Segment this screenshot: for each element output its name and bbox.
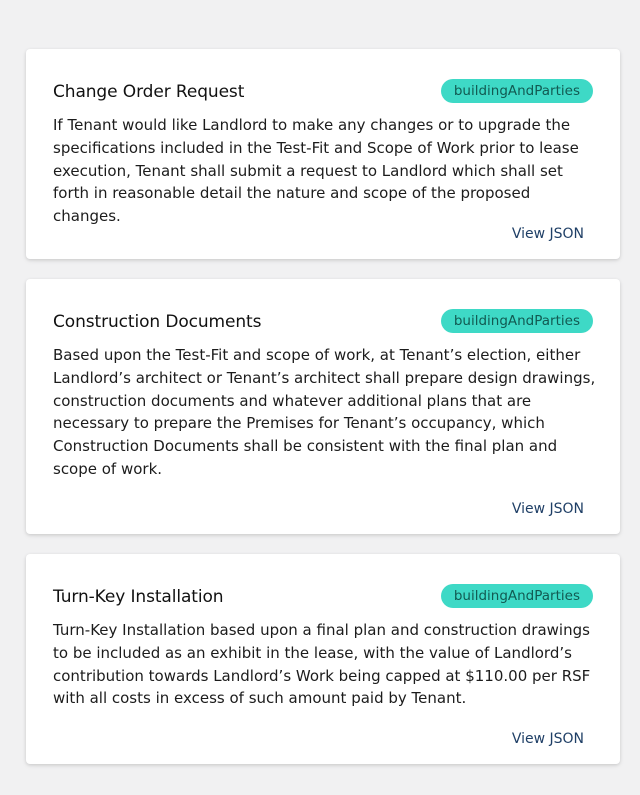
- view-json-link[interactable]: View JSON: [511, 226, 584, 242]
- clause-card: [26, 554, 620, 764]
- clause-card: [26, 49, 620, 259]
- card-title: Construction Documents: [53, 312, 262, 332]
- card-body: If Tenant would like Landlord to make any changes or to upgrade the specifications included in the Test-Fit and Scope of Work prior to lease execution, Tenant shall submit a request to Landlord which shall set forth in reasonable detail the nature and scope of the proposed changes.: [53, 116, 579, 226]
- card-title: Change Order Request: [53, 82, 245, 102]
- view-json-link[interactable]: View JSON: [511, 731, 584, 747]
- category-badge: buildingAndParties: [441, 79, 593, 103]
- card-body: Turn-Key Installation based upon a final plan and construction drawings to be included as an exhibit in the lease, with the value of Landlord’s contribution towards Landlord’s Work being capped at $110.00 per RSF with all costs in excess of such amount paid by Tenant.: [53, 621, 591, 708]
- category-badge: buildingAndParties: [441, 309, 593, 333]
- category-badge: buildingAndParties: [441, 584, 593, 608]
- clause-card: [26, 279, 620, 534]
- card-body: Based upon the Test-Fit and scope of work, at Tenant’s election, either Landlord’s architect or Tenant’s architect shall prepare design drawings, construction documents and whatever additional plans that are necessary to prepare the Premises for Tenant’s occupancy, which Construction Documents shall be consistent with the final plan and scope of work.: [53, 346, 596, 478]
- card-title: Turn-Key Installation: [53, 587, 224, 607]
- view-json-link[interactable]: View JSON: [511, 501, 584, 517]
